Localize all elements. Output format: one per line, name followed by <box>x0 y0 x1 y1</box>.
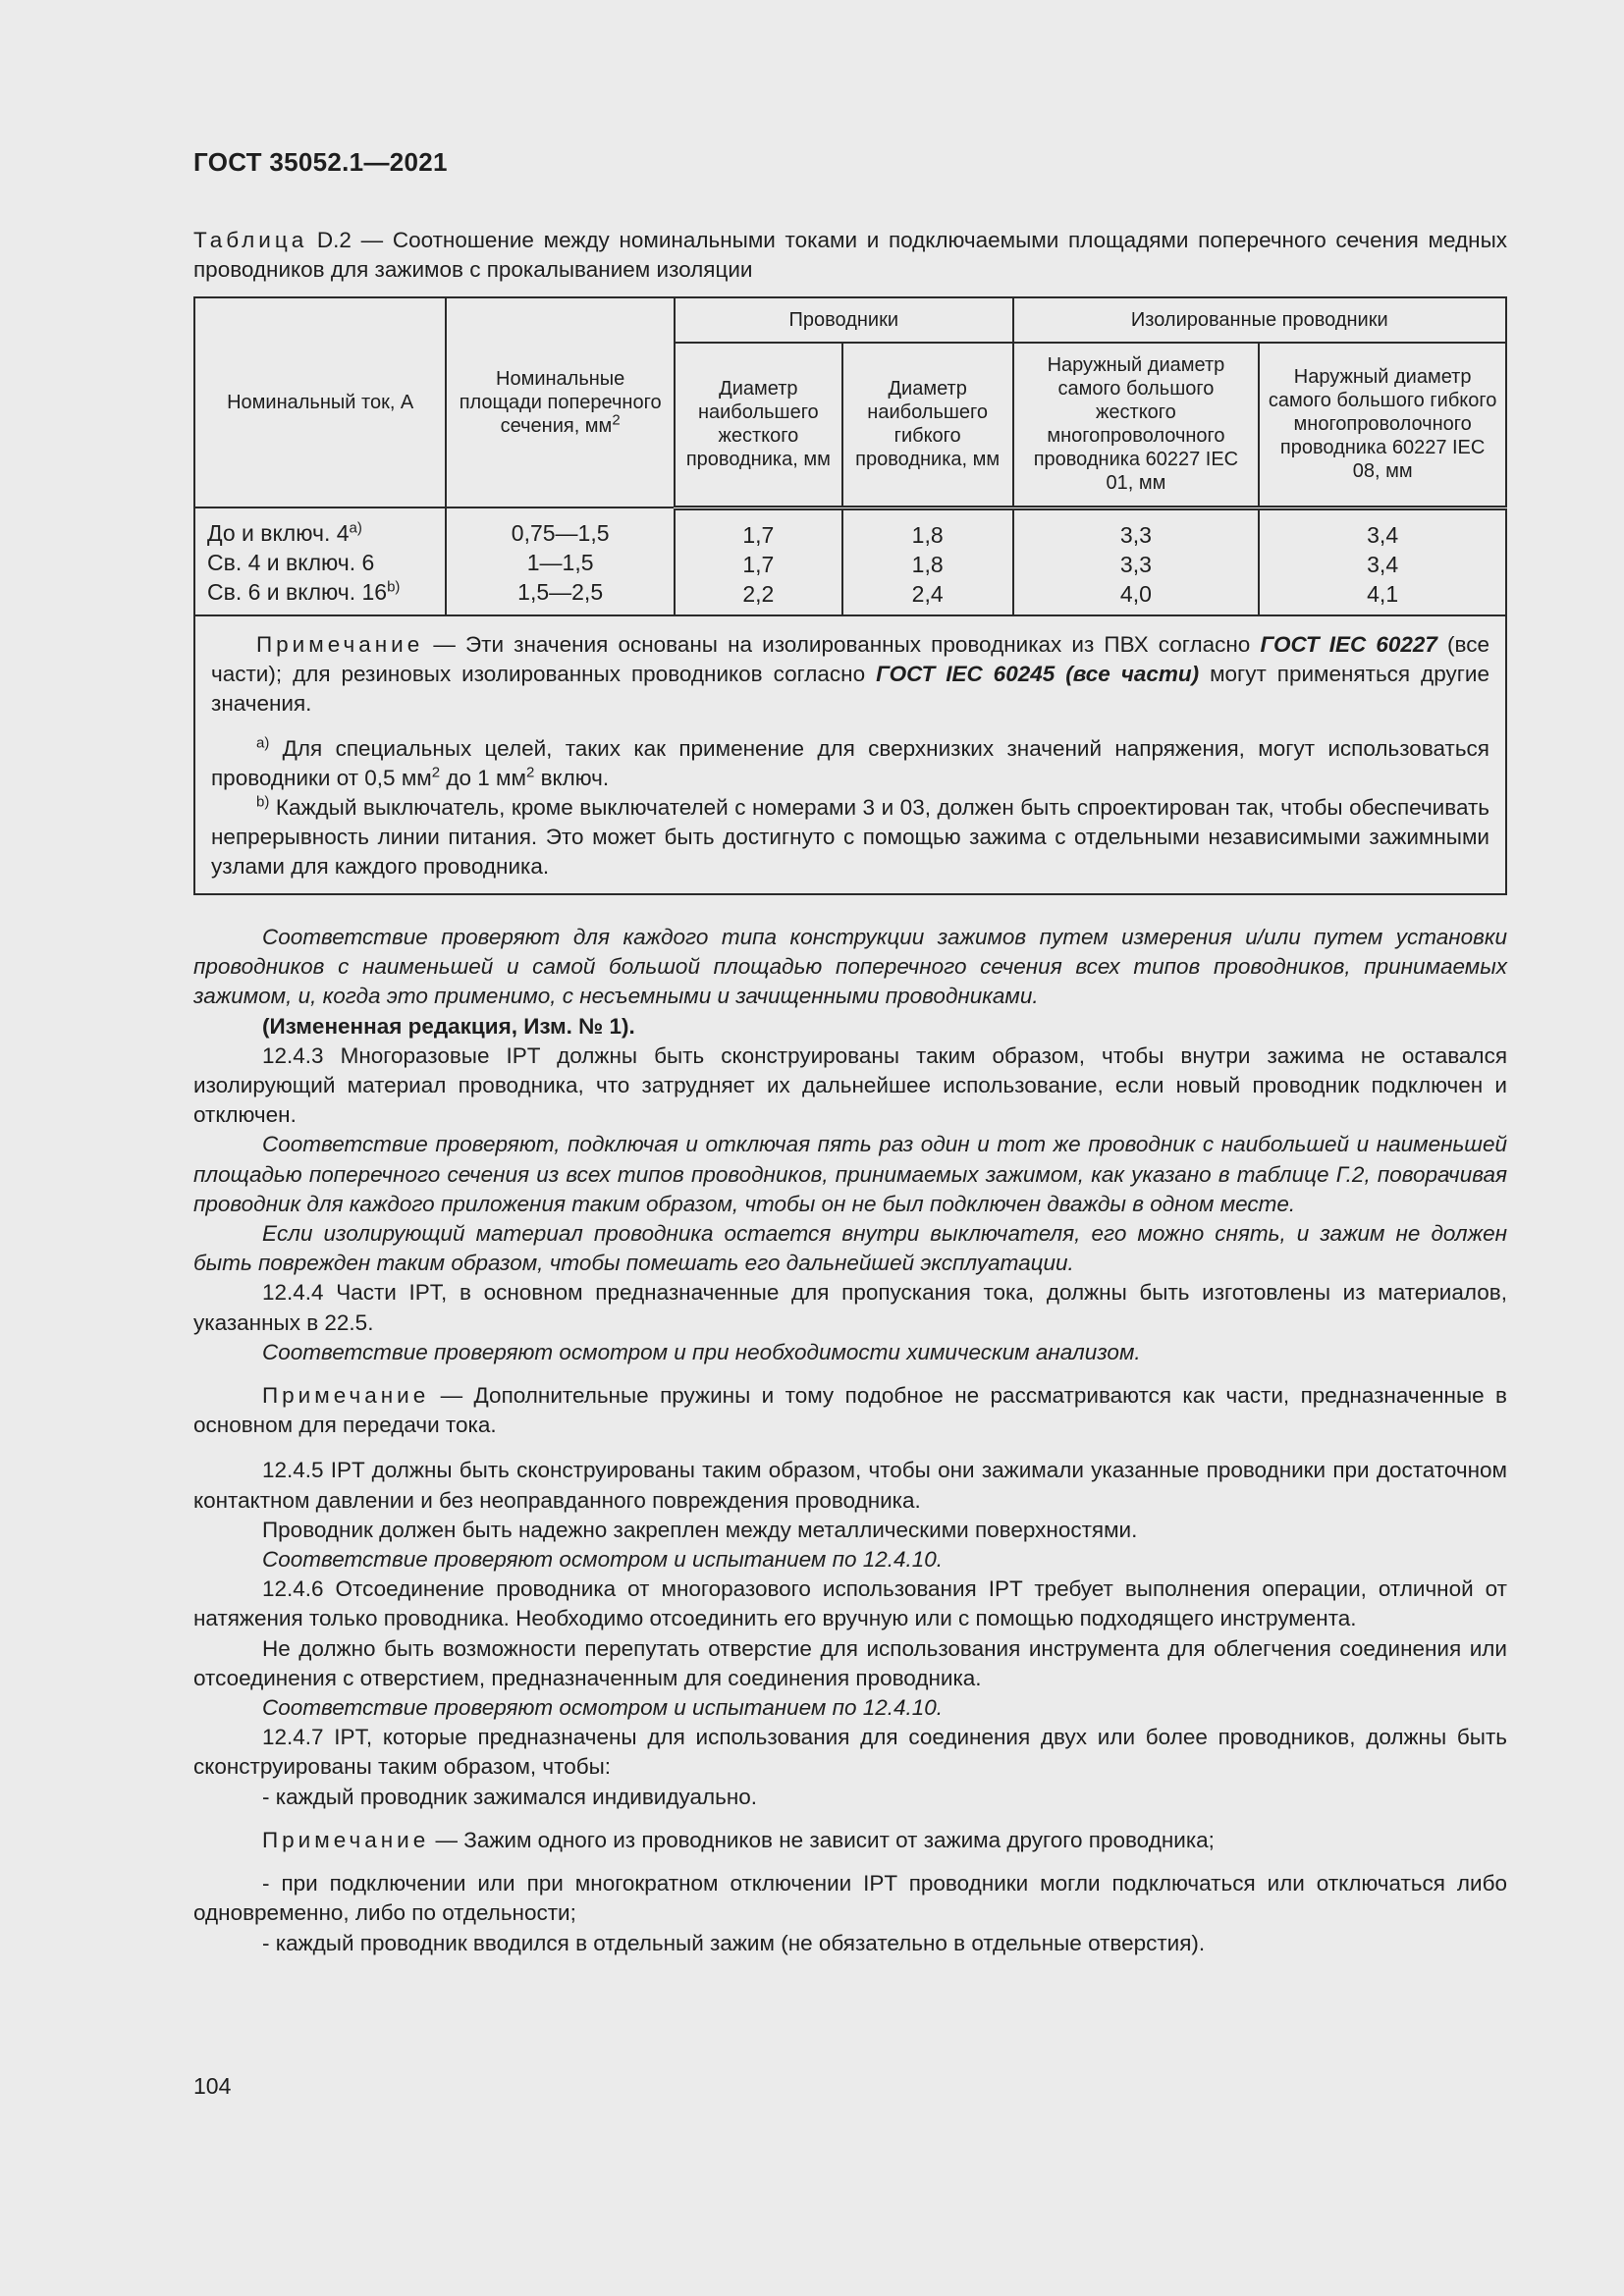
col-header-current: Номинальный ток, А <box>194 297 446 507</box>
conductor-table <box>193 296 1507 895</box>
ref-gost-60227: ГОСТ IEC 60227 <box>1260 631 1437 657</box>
paragraph: Соответствие проверяют осмотром и испытанием по 12.4.10. <box>262 1695 944 1721</box>
list-item: - при подключении или при многократном отключении IPT проводники могли подключаться или отключаться либо одновременно, либо по отдельности; <box>193 1871 1507 1926</box>
col-header-flexible: Диаметр наибольшего гибкого проводника, мм <box>842 343 1013 507</box>
paragraph: Если изолирующий материал проводника остается внутри выключателя, его можно снять, и зажим не должен быть поврежден таким образом, чтобы помешать его дальнейшей эксплуатации. <box>193 1221 1507 1276</box>
clause-12-4-3: 12.4.3 Многоразовые IPT должны быть сконструированы таким образом, чтобы внутри зажима не оставался изолирующий материал проводника, что затрудняет их дальнейшее использование, если новый проводник подключен и отключен. <box>193 1042 1507 1128</box>
table-cell: 3,3 <box>1119 551 1152 577</box>
table-cell: 1,7 <box>742 551 775 577</box>
cells-ext-flex <box>1259 507 1506 615</box>
table-cell: 2,2 <box>742 580 775 607</box>
footnote-a: $^{a)}$ Для специальных целей, таких как применение для сверхнизких значений напряжения, могут использоваться проводники от 0,5 $мм^2$ до 1 $мм^2$ включ. <box>211 734 1489 790</box>
ref-gost-60245: ГОСТ IEC 60245 (все части) <box>876 661 1200 686</box>
table-cell: 2,4 <box>911 580 944 607</box>
table-row-label: Св. 4 и включ. 6 <box>207 550 375 575</box>
table-row-label: Св. 6 и включ. 16$^{b)}$ <box>207 578 401 605</box>
paragraph: Соответствие проверяют осмотром и испытанием по 12.4.10. <box>262 1547 944 1573</box>
clause-12-4-4: 12.4.4 Части IPT, в основном предназначенные для пропускания тока, должны быть изготовлены из материалов, указанных в 22.5. <box>193 1280 1507 1335</box>
paragraph: Проводник должен быть надежно закреплен между металлическими поверхностями. <box>262 1517 1138 1542</box>
col-header-area <box>446 297 675 507</box>
paragraph: Соответствие проверяют осмотром и при необходимости химическим анализом. <box>262 1339 1141 1364</box>
table-cell: 1,7 <box>742 521 775 548</box>
group-header-conductors: Проводники <box>675 297 1013 343</box>
paragraph: Не должно быть возможности перепутать отверстие для использования инструмента для облегчения соединения или отсоединения с отверстием, предназначенным для соединения проводника. <box>193 1635 1507 1690</box>
clause-12-4-5: 12.4.5 IPT должны быть сконструированы таким образом, чтобы они зажимали указанные проводники при достаточном контактном давлении и без неоправданного повреждения проводника. <box>193 1458 1507 1513</box>
table-caption-prefix: Таблица <box>193 228 308 252</box>
table-cell: 3,3 <box>1119 521 1152 548</box>
col-header-rigid: Диаметр наибольшего жесткого проводника, мм <box>675 343 842 507</box>
group-header-insulated: Изолированные проводники <box>1013 297 1506 343</box>
table-notes <box>194 615 1506 894</box>
table-cell: 1,5—2,5 <box>517 579 604 605</box>
table-data-block <box>194 507 1506 615</box>
clause-12-4-6: 12.4.6 Отсоединение проводника от многоразового использования IPT требует выполнения операции, отличной от натяжения только проводника. Необходимо отсоединить его вручную или с помощью подходящего инструмента. <box>193 1576 1507 1631</box>
amendment-note: (Измененная редакция, Изм. № 1). <box>262 1013 635 1039</box>
table-note: Примечание — Эти значения основаны на изолированных проводниках из ПВХ согласно ГОСТ IEC 60227 (все части); для резиновых изолированных проводников согласно ГОСТ IEC 60245 (все части) могут применяться другие значения. <box>211 631 1490 716</box>
cells-area <box>446 507 675 615</box>
table-caption-text: D.2 — Соотношение между номинальными токами и подключаемыми площадями поперечного сечения медных проводников для зажимов с прокалыванием изоляции <box>193 228 1507 282</box>
document-header: ГОСТ 35052.1—2021 <box>193 147 448 177</box>
table-cell: 4,0 <box>1119 580 1152 607</box>
col-header-ext-flex: Наружный диаметр самого большого гибкого многопроволочного проводника 60227 IEC 08, мм <box>1259 343 1506 507</box>
cells-ext-rigid <box>1013 507 1260 615</box>
page-number: 104 <box>193 2073 232 2099</box>
cells-current <box>194 507 446 615</box>
cells-rigid <box>675 507 842 615</box>
body-text <box>193 923 1507 1958</box>
table-cell: 4,1 <box>1367 580 1399 607</box>
col-header-area-sup: 2 <box>612 411 621 429</box>
table-cell: 0,75—1,5 <box>511 520 610 546</box>
col-header-ext-rigid: Наружный диаметр самого большого жесткого многопроволочного проводника 60227 IEC 01, мм <box>1013 343 1260 507</box>
paragraph: Соответствие проверяют для каждого типа конструкции зажимов путем измерения и/или путем установки проводников с наименьшей и самой большой площадью поперечного сечения всех типов проводников, принимаемых зажимом, и, когда это применимо, с несъемными и зачищенными проводниками. <box>193 925 1507 1009</box>
col-header-area-text: Номинальные площади поперечного сечения, мм <box>459 368 662 437</box>
list-item: - каждый проводник вводился в отдельный зажим (не обязательно в отдельные отверстия). <box>262 1930 1206 1955</box>
table-caption <box>193 226 1507 285</box>
paragraph: Соответствие проверяют, подключая и отключая пять раз один и тот же проводник с наибольшей и наименьшей площадью поперечного сечения из всех типов проводников, принимаемых зажимом, как указано в таблице Г.2, поворачивая проводник для каждого приложения таким образом, чтобы он не был подключен дважды в одном месте. <box>193 1132 1507 1216</box>
table-row-label: До и включ. 4$^{a)}$ <box>207 519 362 546</box>
table-cell: 3,4 <box>1367 551 1399 577</box>
clause-12-4-7: 12.4.7 IPT, которые предназначены для использования для соединения двух или более проводников, должны быть сконструированы таким образом, чтобы: <box>193 1725 1507 1780</box>
list-item: - каждый проводник зажимался индивидуально. <box>262 1784 758 1809</box>
cells-flexible <box>842 507 1013 615</box>
note: Примечание — Зажим одного из проводников не зависит от зажима другого проводника; <box>262 1827 1215 1852</box>
footnote-b: $^{b)}$ Каждый выключатель, кроме выключателей с номерами 3 и 03, должен быть спроектирован так, чтобы обеспечивать непрерывность линии питания. Это может быть достигнуто с помощью зажима с отдельными независимыми зажимными узлами для каждого проводника. <box>211 793 1489 879</box>
table-cell: 1,8 <box>911 521 944 548</box>
table-cell: 1—1,5 <box>526 550 594 575</box>
note: Примечание — Дополнительные пружины и тому подобное не рассматриваются как части, предназначенные в основном для передачи тока. <box>193 1383 1507 1438</box>
table-cell: 3,4 <box>1367 521 1399 548</box>
table-cell: 1,8 <box>911 551 944 577</box>
